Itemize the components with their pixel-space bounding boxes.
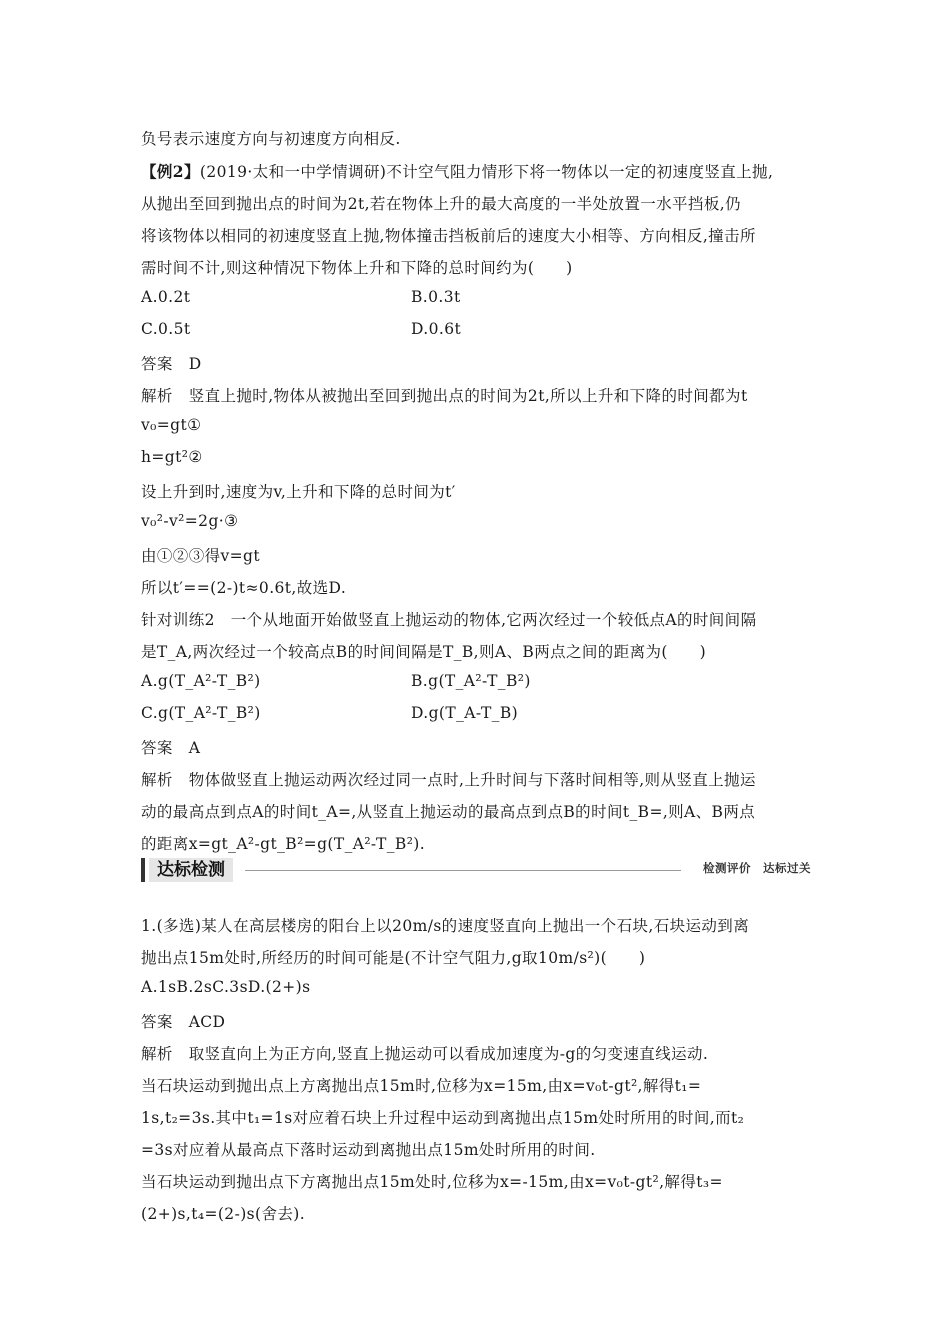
option-d: D.0.6t	[411, 320, 462, 338]
text-line: 负号表示速度方向与初速度方向相反.	[141, 130, 401, 148]
option-b: B.0.3t	[411, 288, 461, 306]
solution-line: 解析 物体做竖直上抛运动两次经过同一点时,上升时间与下落时间相等,则从竖直上抛运	[141, 771, 756, 789]
answer-line: 答案 D	[141, 355, 202, 373]
banner-divider	[245, 870, 681, 871]
solution-line: 解析 取竖直向上为正方向,竖直上抛运动可以看成加速度为-g的匀变速直线运动.	[141, 1045, 709, 1063]
solution-line: 当石块运动到抛出点上方离抛出点15m时,位移为x=15m,由x=v₀t-gt²,解得t₁=	[141, 1077, 702, 1095]
section-subtitle: 检测评价 达标过关	[703, 861, 811, 875]
options-line: A.1sB.2sC.3sD.(2+)s	[141, 978, 311, 996]
solution-line: 的距离x=gt_A²-gt_B²=g(T_A²-T_B²).	[141, 835, 426, 853]
answer-line: 答案 A	[141, 739, 201, 757]
text-line: 抛出点15m处时,所经历的时间可能是(不计空气阻力,g取10m/s²)( )	[141, 949, 646, 967]
option-b: B.g(T_A²-T_B²)	[411, 672, 531, 690]
solution-line: =3s对应着从最高点下落时运动到离抛出点15m处时所用的时间.	[141, 1141, 596, 1159]
example-2-question-text: (2019·太和一中学情调研)不计空气阻力情形下将一物体以一定的初速度竖直上抛,	[199, 163, 774, 181]
section-banner	[141, 858, 811, 882]
section-title: 达标检测	[149, 858, 233, 882]
text-line: 需时间不计,则这种情况下物体上升和下降的总时间约为( )	[141, 259, 573, 277]
option-a: A.0.2t	[141, 288, 191, 306]
solution-line: (2+)s,t₄=(2-)s(舍去).	[141, 1205, 306, 1223]
solution-line: 由①②③得v=gt	[141, 547, 260, 565]
equation-line: v₀=gt①	[141, 416, 202, 434]
option-c: C.0.5t	[141, 320, 191, 338]
training-2-question: 针对训练2 一个从地面开始做竖直上抛运动的物体,它两次经过一个较低点A的时间间隔	[141, 611, 757, 629]
answer-line: 答案 ACD	[141, 1013, 226, 1031]
solution-line: 所以t′==(2-)t≈0.6t,故选D.	[141, 579, 347, 597]
text-line: 将该物体以相同的初速度竖直上抛,物体撞击挡板前后的速度大小相等、方向相反,撞击所	[141, 227, 756, 245]
example-tag: 【例2】	[141, 162, 200, 181]
option-c: C.g(T_A²-T_B²)	[141, 704, 261, 722]
equation-line: h=gt²②	[141, 448, 203, 466]
option-a: A.g(T_A²-T_B²)	[141, 672, 261, 690]
text-line: 从抛出至回到抛出点的时间为2t,若在物体上升的最大高度的一半处放置一水平挡板,仍	[141, 195, 741, 213]
solution-line: 解析 竖直上抛时,物体从被抛出至回到抛出点的时间为2t,所以上升和下降的时间都为t	[141, 387, 748, 405]
option-d: D.g(T_A-T_B)	[411, 704, 519, 722]
solution-line: 动的最高点到点A的时间t_A=,从竖直上抛运动的最高点到点B的时间t_B=,则A、B两点	[141, 803, 756, 821]
banner-bar	[141, 858, 145, 882]
equation-line: v₀²-v²=2g·③	[141, 512, 239, 530]
problem-1-question: 1.(多选)某人在高层楼房的阳台上以20m/s的速度竖直向上抛出一个石块,石块运动到离	[141, 917, 750, 935]
text-line: 是T_A,两次经过一个较高点B的时间间隔是T_B,则A、B两点之间的距离为( )	[141, 643, 707, 661]
solution-line: 设上升到时,速度为v,上升和下降的总时间为t′	[141, 483, 456, 501]
solution-line: 当石块运动到抛出点下方离抛出点15m处时,位移为x=-15m,由x=v₀t-gt²,解得t₃=	[141, 1173, 723, 1191]
solution-line: 1s,t₂=3s.其中t₁=1s对应着石块上升过程中运动到离抛出点15m处时所用的时间,而t₂	[141, 1109, 745, 1127]
example-2-question-line	[141, 160, 773, 182]
